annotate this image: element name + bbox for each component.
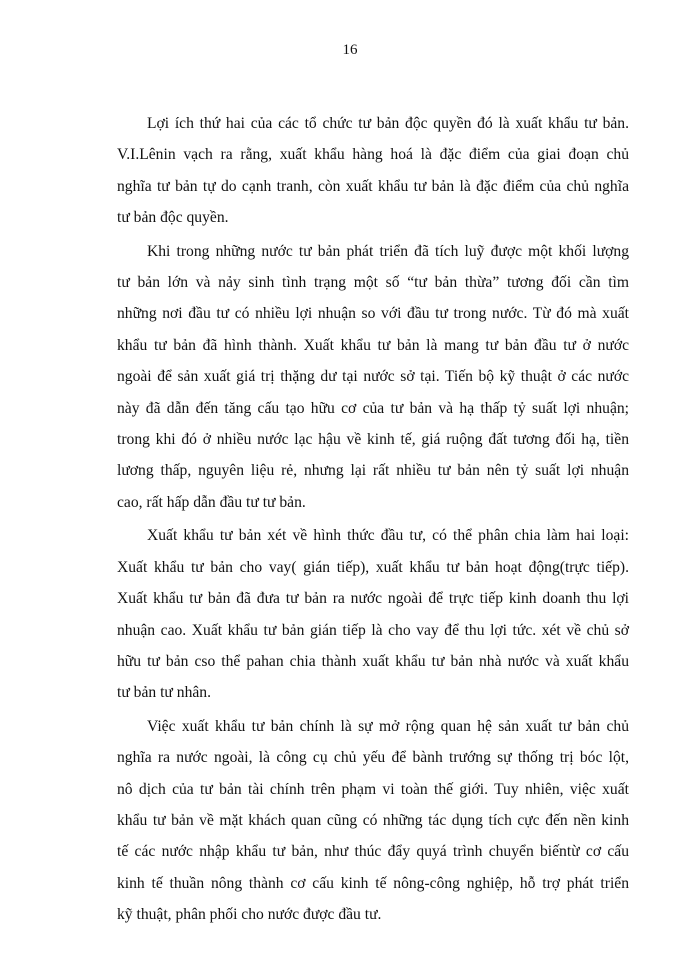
text-line: kinh tế thuần nông thành cơ cấu kinh tế nông-công nghiệp, hỗ trợ phát triển bbox=[117, 874, 629, 892]
paragraph-2 bbox=[117, 236, 629, 519]
text-line: cao, rất hấp dẫn đầu tư tư bản. bbox=[117, 493, 306, 511]
text-line: trong khi đó ở nhiều nước lạc hậu về kinh tế, giá ruộng đất tương đối hạ, tiền bbox=[117, 431, 629, 449]
text-line: nghĩa tư bản tự do cạnh tranh, còn xuất khẩu tư bản là đặc điểm của chủ nghĩa bbox=[117, 177, 629, 195]
text-line: Lợi ích thứ hai của các tổ chức tư bản độc quyền đó là xuất khẩu tư bản. bbox=[147, 115, 629, 132]
text-line: hữu tư bản cso thể pahan chia thành xuất khẩu tư bản nhà nước và xuất khẩu bbox=[117, 652, 629, 670]
text-line: Xuất khẩu tư bản cho vay( gián tiếp), xuất khẩu tư bản hoạt động(trực tiếp). bbox=[117, 558, 629, 576]
text-line: tư bản độc quyền. bbox=[117, 209, 229, 227]
text-line: khẩu tư bản về mặt khách quan cũng có những tác dụng tích cực đến nền kinh bbox=[117, 811, 629, 829]
text-line: ngoài để sản xuất giá trị thặng dư tại nước sở tại. Tiến bộ kỹ thuật ở các nước bbox=[117, 368, 629, 386]
text-line: những nơi đầu tư có nhiều lợi nhuận so với đầu tư trong nước. Từ đó mà xuất bbox=[117, 305, 629, 323]
text-line: Khi trong những nước tư bản phát triển đã tích luỹ được một khối lượng bbox=[147, 242, 629, 260]
text-line: khẩu tư bản đã hình thành. Xuất khẩu tư bản là mang tư bản đầu tư ở nước bbox=[117, 336, 629, 354]
text-line: Việc xuất khẩu tư bản chính là sự mở rộng quan hệ sản xuất tư bản chủ bbox=[147, 717, 629, 735]
body-text bbox=[117, 108, 629, 933]
text-line: tư bản lớn và nảy sinh tình trạng một số “tư bản thừa” tương đối cần tìm bbox=[117, 274, 629, 292]
paragraph-4 bbox=[117, 711, 629, 931]
text-line: tư bản tư nhân. bbox=[117, 684, 211, 702]
text-line: nô dịch của tư bản tài chính trên phạm vi toàn thế giới. Tuy nhiên, việc xuất bbox=[117, 780, 629, 798]
paragraph-1 bbox=[117, 108, 629, 234]
text-line: kỹ thuật, phân phối cho nước được đầu tư. bbox=[117, 906, 382, 924]
page-number: 16 bbox=[342, 42, 358, 58]
text-line: V.I.Lênin vạch ra rằng, xuất khẩu hàng hoá là đặc điểm của giai đoạn chủ bbox=[117, 146, 629, 164]
text-line: Xuất khẩu tư bản đã đưa tư bản ra nước ngoài để trực tiếp kinh doanh thu lợi bbox=[117, 590, 629, 608]
text-line: nhuận cao. Xuất khẩu tư bản gián tiếp là cho vay để thu lợi tức. xét về chủ sở bbox=[117, 621, 629, 639]
paragraph-3 bbox=[117, 520, 629, 708]
text-line: Xuất khẩu tư bản xét về hình thức đầu tư, có thể phân chia làm hai loại: bbox=[147, 527, 629, 545]
text-line: nghĩa ra nước ngoài, là công cụ chủ yếu để bành trướng sự thống trị bóc lột, bbox=[117, 749, 629, 767]
text-line: lương thấp, nguyên liệu rẻ, nhưng lại rất nhiều tư bản nên tỷ suất lợi nhuận bbox=[117, 462, 629, 480]
text-line: tế các nước nhập khẩu tư bản, như thúc đẩy quyá trình chuyển biếntừ cơ cấu bbox=[117, 843, 629, 861]
text-line: này đã dẫn đến tăng cấu tạo hữu cơ của tư bản và hạ thấp tỷ suất lợi nhuận; bbox=[117, 399, 629, 417]
